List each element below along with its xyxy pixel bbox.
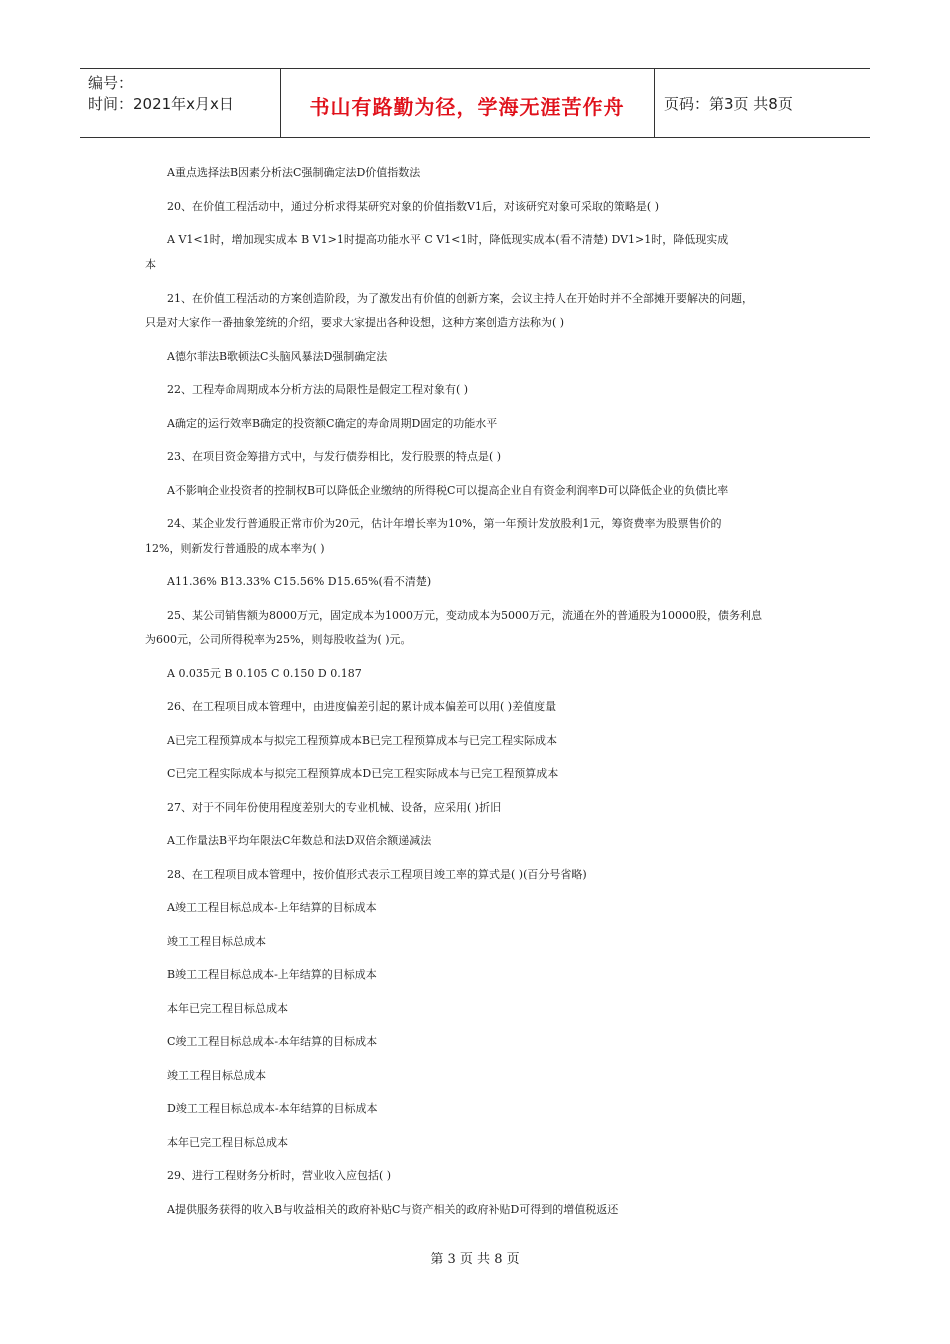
page-header	[80, 68, 870, 138]
text-line: 竣工工程目标总成本	[167, 1069, 266, 1082]
question-21: 21、在价值工程活动的方案创造阶段，为了激发出有价值的创新方案，会议主持人在开始时并不全部摊开要解决的问题，	[167, 292, 753, 305]
text-line: A V1<1时，增加现实成本 B V1>1时提高功能水平 C V1<1时，降低现实成本(看不清楚) DV1>1时，降低现实成	[167, 233, 729, 246]
question-24: 24、某企业发行普通股正常市价为20元，估计年增长率为10%，第一年预计发放股利1元，筹资费率为股票售价的	[167, 517, 722, 530]
text-line: A重点选择法B因素分析法C强制确定法D价值指数法	[167, 166, 421, 179]
serial-label: 编号：	[88, 74, 134, 92]
question-27: 27、对于不同年份使用程度差别大的专业机械、设备，应采用( )折旧	[167, 801, 502, 814]
text-line: 本年已完工程目标总成本	[167, 1136, 288, 1149]
text-line: C已完工程实际成本与拟完工程预算成本D已完工程实际成本与已完工程预算成本	[167, 767, 559, 780]
question-28: 28、在工程项目成本管理中，按价值形式表示工程项目竣工率的算式是( )(百分号省略)	[167, 868, 587, 881]
text-line: 只是对大家作一番抽象笼统的介绍，要求大家提出各种设想，这种方案创造方法称为( )	[145, 316, 565, 329]
text-line: A竣工工程目标总成本-上年结算的目标成本	[167, 901, 377, 914]
text-line: 竣工工程目标总成本	[167, 935, 266, 948]
text-line: 本年已完工程目标总成本	[167, 1002, 288, 1015]
page-footer: 第 3 页 共 8 页	[430, 1252, 520, 1267]
question-29: 29、进行工程财务分析时，营业收入应包括( )	[167, 1169, 392, 1182]
text-line: A德尔菲法B歌顿法C头脑风暴法D强制确定法	[167, 350, 388, 363]
header-meta-cell	[80, 69, 281, 137]
question-20: 20、在价值工程活动中，通过分析求得某研究对象的价值指数V1后，对该研究对象可采取的策略是( )	[167, 200, 660, 213]
question-26: 26、在工程项目成本管理中，由进度偏差引起的累计成本偏差可以用( )差值度量	[167, 700, 557, 713]
text-line: A已完工程预算成本与拟完工程预算成本B已完工程预算成本与已完工程实际成本	[167, 734, 558, 747]
text-line: A 0.035元 B 0.105 C 0.150 D 0.187	[167, 667, 362, 680]
question-22: 22、工程寿命周期成本分析方法的局限性是假定工程对象有( )	[167, 383, 469, 396]
header-motto-cell	[280, 69, 655, 137]
text-line: B竣工工程目标总成本-上年结算的目标成本	[167, 968, 377, 981]
text-line: A11.36% B13.33% C15.56% D15.65%(看不清楚)	[167, 575, 432, 588]
question-25: 25、某公司销售额为8000万元，固定成本为1000万元，变动成本为5000万元，流通在外的普通股为10000股，债务利息	[167, 609, 762, 622]
text-line: 本	[145, 258, 156, 271]
text-line: D竣工工程目标总成本-本年结算的目标成本	[167, 1102, 378, 1115]
text-line: A确定的运行效率B确定的投资额C确定的寿命周期D固定的功能水平	[167, 417, 498, 430]
motto-text: 书山有路勤为径，学海无涯苦作舟	[309, 95, 625, 119]
date-label: 时间：2021年x月x日	[88, 95, 234, 113]
text-line: C竣工工程目标总成本-本年结算的目标成本	[167, 1035, 378, 1048]
question-23: 23、在项目资金筹措方式中，与发行债券相比，发行股票的特点是( )	[167, 450, 502, 463]
text-line: A工作量法B平均年限法C年数总和法D双倍余额递减法	[167, 834, 432, 847]
text-line: A提供服务获得的收入B与收益相关的政府补贴C与资产相关的政府补贴D可得到的增值税返还	[167, 1203, 619, 1216]
text-line: A不影响企业投资者的控制权B可以降低企业缴纳的所得税C可以提高企业自有资金利润率D可以降低企业的负债比率	[167, 484, 729, 497]
text-line: 为600元，公司所得税率为25%，则每股收益为( )元。	[145, 633, 412, 646]
text-line: 12%，则新发行普通股的成本率为( )	[145, 542, 325, 555]
page-number-label: 页码：第3页 共8页	[664, 95, 793, 113]
